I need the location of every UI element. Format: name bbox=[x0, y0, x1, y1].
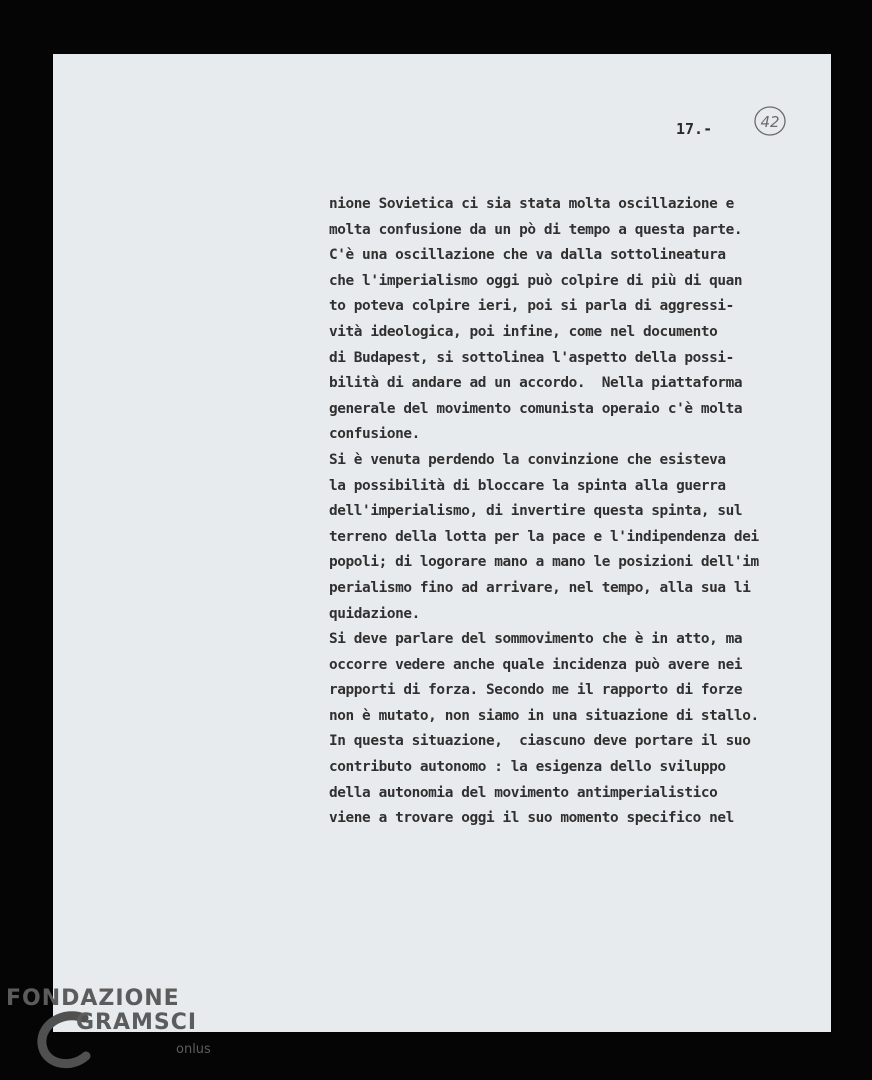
text-line: dell'imperialismo, di invertire questa spinta, sul bbox=[329, 503, 743, 520]
text-line: popoli; di logorare mano a mano le posizioni dell'im bbox=[329, 554, 759, 571]
archive-stamp-icon bbox=[753, 104, 787, 138]
typed-body-text bbox=[329, 192, 809, 832]
text-line: nione Sovietica ci sia stata molta oscillazione e bbox=[329, 196, 734, 212]
text-line: occorre vedere anche quale incidenza può avere nei bbox=[329, 656, 743, 673]
text-line: molta confusione da un pò di tempo a questa parte. bbox=[329, 221, 743, 238]
text-line: C'è una oscillazione che va dalla sottolineatura bbox=[329, 247, 726, 264]
text-line: Si deve parlare del sommovimento che è in atto, ma bbox=[329, 631, 743, 648]
logo-line-fondazione: FONDAZIONE bbox=[6, 986, 180, 1011]
text-line: Si è venuta perdendo la convinzione che esisteva bbox=[329, 451, 726, 468]
page-number: 17.- bbox=[676, 120, 713, 138]
logo-line-onlus: onlus bbox=[176, 1042, 211, 1057]
text-line: della autonomia del movimento antimperialistico bbox=[329, 784, 718, 801]
text-line: viene a trovare oggi il suo momento specifico nel bbox=[329, 810, 734, 827]
text-line: bilità di andare ad un accordo. Nella piattaforma bbox=[329, 375, 743, 392]
text-line: la possibilità di bloccare la spinta alla guerra bbox=[329, 477, 726, 494]
logo-line-gramsci: GRAMSCI bbox=[76, 1010, 198, 1035]
text-line: rapporti di forza. Secondo me il rapporto di forze bbox=[329, 682, 743, 699]
text-line: contributo autonomo : la esigenza dello sviluppo bbox=[329, 759, 726, 776]
text-line: In questa situazione, ciascuno deve portare il suo bbox=[329, 733, 751, 750]
fondazione-gramsci-logo bbox=[6, 986, 236, 1076]
text-line: perialismo fino ad arrivare, nel tempo, alla sua li bbox=[329, 579, 751, 596]
text-line: generale del movimento comunista operaio c'è molta bbox=[329, 400, 743, 417]
document-page bbox=[53, 54, 831, 1032]
text-line: to poteva colpire ieri, poi si parla di aggressi- bbox=[329, 298, 734, 315]
text-line: vità ideologica, poi infine, come nel documento bbox=[329, 323, 718, 340]
text-line: che l'imperialismo oggi può colpire di più di quan bbox=[329, 272, 743, 289]
text-line: confusione. bbox=[329, 426, 420, 443]
archive-stamp-number: 42 bbox=[760, 113, 780, 131]
text-line: terreno della lotta per la pace e l'indipendenza dei bbox=[329, 528, 759, 545]
text-line: quidazione. bbox=[329, 605, 420, 622]
text-line: non è mutato, non siamo in una situazione di stallo. bbox=[329, 707, 759, 724]
text-line: di Budapest, si sottolinea l'aspetto della possi- bbox=[329, 349, 734, 366]
